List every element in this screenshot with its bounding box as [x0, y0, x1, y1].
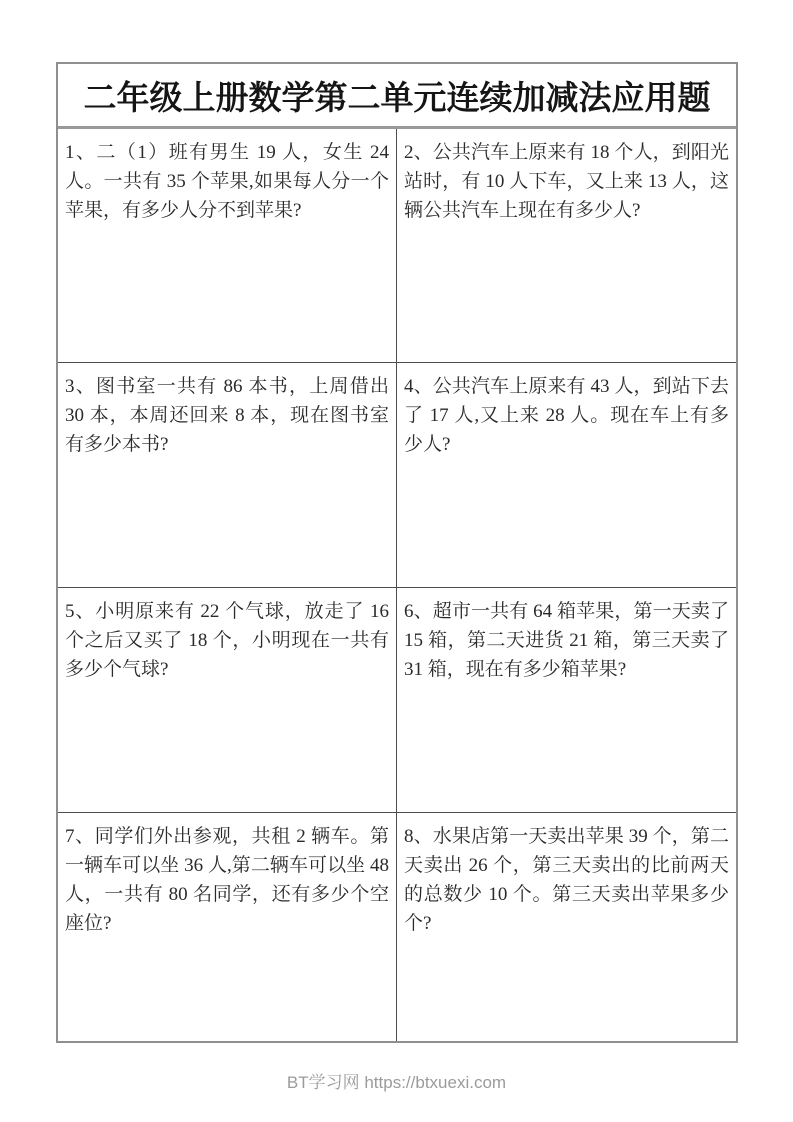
- problem-cell-5: [58, 587, 397, 812]
- problem-text-4: 4、公共汽车上原来有 43 人，到站下去了 17 人,又上来 28 人。现在车上有多少人?: [404, 376, 729, 455]
- problem-cell-4: [397, 362, 736, 587]
- footer-credit: BT学习网 https://btxuexi.com: [286, 1073, 507, 1092]
- problem-cell-3: [58, 362, 397, 587]
- problem-text-1: 1、二（1）班有男生 19 人，女生 24 人。一共有 35 个苹果,如果每人分一个苹果，有多少人分不到苹果?: [65, 142, 389, 221]
- problem-text-8: 8、水果店第一天卖出苹果 39 个，第二天卖出 26 个，第三天卖出的比前两天的总数少 10 个。第三天卖出苹果多少个?: [404, 826, 729, 934]
- problem-cell-7: [58, 812, 397, 1041]
- problem-text-7: 7、同学们外出参观，共租 2 辆车。第一辆车可以坐 36 人,第二辆车可以坐 48 人，一共有 80 名同学，还有多少个空座位?: [65, 826, 389, 934]
- worksheet-title: 二年级上册数学第二单元连续加减法应用题: [83, 80, 711, 117]
- title-row: [58, 64, 736, 129]
- problem-text-2: 2、公共汽车上原来有 18 个人，到阳光站时，有 10 人下车，又上来 13 人，这辆公共汽车上现在有多少人?: [404, 142, 729, 221]
- problem-cell-2: [397, 129, 736, 362]
- problem-cell-6: [397, 587, 736, 812]
- problem-text-6: 6、超市一共有 64 箱苹果，第一天卖了 15 箱，第二天进货 21 箱，第三天卖了 31 箱，现在有多少箱苹果?: [404, 601, 729, 680]
- worksheet-table: [56, 62, 738, 1043]
- problem-text-3: 3、图书室一共有 86 本书，上周借出 30 本，本周还回来 8 本，现在图书室有多少本书?: [65, 376, 389, 455]
- problem-cell-8: [397, 812, 736, 1041]
- problem-text-5: 5、小明原来有 22 个气球，放走了 16 个之后又买了 18 个，小明现在一共有多少个气球?: [65, 601, 389, 680]
- problem-cell-1: [58, 129, 397, 362]
